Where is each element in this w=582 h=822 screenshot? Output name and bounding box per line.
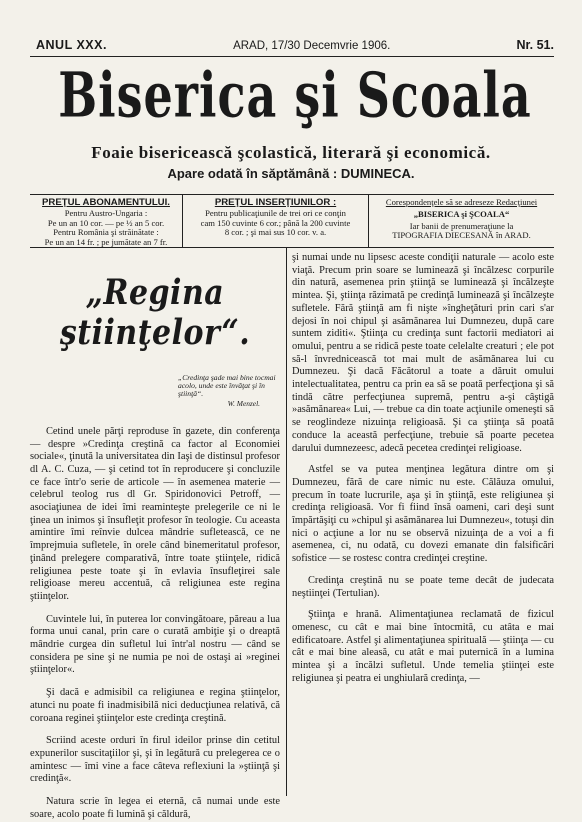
volume-label: ANUL XXX. xyxy=(36,38,107,52)
subscription-line: Pe un an 10 cor. — pe ½ an 5 cor. xyxy=(47,217,165,228)
subscription-line: Pentru România şi străinătate : xyxy=(53,227,159,238)
header-rule xyxy=(30,56,554,57)
article-paragraph: Astfel se va putea menţinea legătura dintre om şi Dumnezeu, fără de care nimic nu este. Călăuza omului, precum în toate lucrurile, aşa şi în ştiinţă, este religiunea şi credinţa religioasă. Vor fi fiind însă oameni, cari deşi sunt împărtăşiţi cu »chipul şi asămănarea lui Dumnezeu«, totuşi din nici o acţiune a lor nu se observă nizuinţa de a voi a fi asemenea, ci, nu odată, cu dovezi emanate din falsificări sofistice — se rostesc contra credinţei creştine. xyxy=(292,464,554,565)
article-paragraph: Scriind aceste orduri în firul ideilor prinse din cetitul expunerilor suscitaţiilor şi, şi în legătură cu prelegerea ce o amintesc — îmi vine a face câteva reflexiuni la »ştiinţă şi credinţă«. xyxy=(30,735,280,785)
article-left-column xyxy=(30,252,280,822)
article-paragraph: Şi dacă e admisibil ca religiunea e regina ştiinţelor, atunci nu poate fi inadmisibilă nici deducţiunea relativă, că coroana reginei ştiinţelor este credinţa creştină. xyxy=(30,687,280,724)
place-date: ARAD, 17/30 Decemvrie 1906. xyxy=(233,40,391,52)
article-right-column xyxy=(292,252,554,686)
appearance-note: Apare odată în săptămână : DUMINECA. xyxy=(167,166,415,181)
masthead-title: Biserica şi Scoala xyxy=(58,58,532,132)
column-divider xyxy=(286,248,287,796)
insertions-line: 8 cor. ; şi mai sus 10 cor. v. a. xyxy=(224,227,327,238)
subscription-box xyxy=(30,195,182,247)
motto-text: „Credinţa şade mai bine tocmai acolo, unde este învăţat şi în ştiinţă“. xyxy=(178,373,276,399)
article-paragraph: Cuvintele lui, în puterea lor convingătoare, păreau a lua forma unui canal, prin care o curată ambiţie şi o dreaptă mândrie curgea din sufletul lui într'al nostru — când se considera pe sine şi ne numia pe noi de ostaşi ai »reginei ştiinţelor«. xyxy=(30,613,280,676)
issue-number: Nr. 51. xyxy=(516,38,554,52)
subscription-title: PREŢUL ABONAMENTULUI. xyxy=(42,197,170,208)
correspondence-line: Iar banii de prenumeraţiune la xyxy=(409,220,514,231)
article-paragraph: şi numai unde nu lipsesc aceste condiţii naturale — acolo este viaţă. Precum prin soare se luminează şi încălzesc corpurile din natură, asemenea prin ştiinţă se luminează şi încălzeşte mintea. Şi, ştiinţa răzimată pe credinţă luminează şi încălzeşte sufletele. Fără ştiinţă am fi nişte »îngheţături prin cari s'ar dejosi în noi chipul şi asămănarea lui Dumnezeu, după care suntem ziditi«. Ştiinţa cu credinţa sunt factorii mediatori ai omului, pentru a se ridică peste toate celelalte creaturi ; ele pot să-l învrednicească tot mai mult de asămănarea lui cu Dumnezeu. Şi dacă Făcătorul a toate a dăruit omului intelectualitatea, pentru ca prin ea să se poată perfecţiona şi să tindă către perfecţiunea supremă, pentru a-şi câştigă »asămănarea« Lui, — trebue ca din toate acţiunile omeneşti să se reoglindeze nizuinţa religioasă. Şi ca ştiinţa să poată conduce la această perfecţiune, trebuie să poarte pecetea darului dumnezeesc, adecă pecetea credinţei religioase. xyxy=(292,252,554,454)
insertions-title: PREŢUL INSERŢIUNILOR : xyxy=(214,197,337,208)
subscription-line: Pentru Austro-Ungaria : xyxy=(64,207,148,218)
article-title: „Regina ştiinţelor“. xyxy=(59,272,251,354)
article-paragraph: Cetind unele părţi reproduse în gazete, din conferenţa — despre »Credinţa creştină ca factor al Economiei sociale«, ţinută la universitatea din Iaşi de distinsul profesor dl A. C. Cuza, — şi cetind tot în reproducere şi concluzile ce face într'o serie de articole — în asemenea materie — celebrul teolog rus dl Gr. Spiridonovici Petroff, — asociaţiunea de idei îmi reaminteşte prelegerile ce ni le ţinea un inimos şi însufleţit profesor în teologie. Cu aceasta amintire îmi reînvie dulcea mândrie sufletească, ce ne împrejmuia sufletele, în orele când binemeritatul profesor, ţinând prelegere comparativă, între toate ştiinţele, ridică religiunea peste toate şi în evlavia însufleţirei sale religioase mereu accentuă, că religiunea este regina ştiinţelor. xyxy=(30,425,280,602)
insertions-line: cam 150 cuvinte 6 cor.; până la 200 cuvinte xyxy=(200,217,351,228)
masthead-subtitle: Foaie bisericească şcolastică, literară şi economică. xyxy=(91,143,491,162)
correspondence-line: „BISERICA şi ŞCOALA“ xyxy=(413,208,510,219)
article-paragraph: Credinţa creştină nu se poate teme decât de judecata neştiinţei (Tertulian). xyxy=(292,574,554,599)
correspondence-line: Corespondenţele să se adreseze Redacţiunei xyxy=(385,197,538,207)
correspondence-box xyxy=(368,195,554,247)
article-paragraph: Ştiinţa e hrană. Alimentaţiunea reclamată de fizicul omenesc, cu cât e mai bine întocmită, cu atâta e mai edificatoare. Astfel şi alimentaţiunea spirituală — ştiinţa — cu cât e mai bine aleasă, cu atât e mai puternică în a lumina mintea şi a încălzi sufletul. Unde temelia ştiinţei este religiunea şi peatra ei unghiulară credinţa, — xyxy=(292,609,554,684)
correspondence-line: TIPOGRAFIA DIECESANĂ în ARAD. xyxy=(392,230,531,241)
subscription-line: Pe un an 14 fr. ; pe jumătate an 7 fr. xyxy=(44,237,168,248)
info-boxes xyxy=(30,194,554,248)
article-paragraph: Natura scrie în legea ei eternă, că numai unde este soare, acolo poate fi lumină şi căldură, xyxy=(30,796,280,820)
insertions-box xyxy=(182,195,368,247)
issue-header xyxy=(36,38,554,52)
motto-author: W. Menzel. xyxy=(227,398,260,408)
article-motto xyxy=(30,374,280,408)
insertions-line: Pentru publicaţiunile de trei ori ce conţin xyxy=(205,207,346,218)
